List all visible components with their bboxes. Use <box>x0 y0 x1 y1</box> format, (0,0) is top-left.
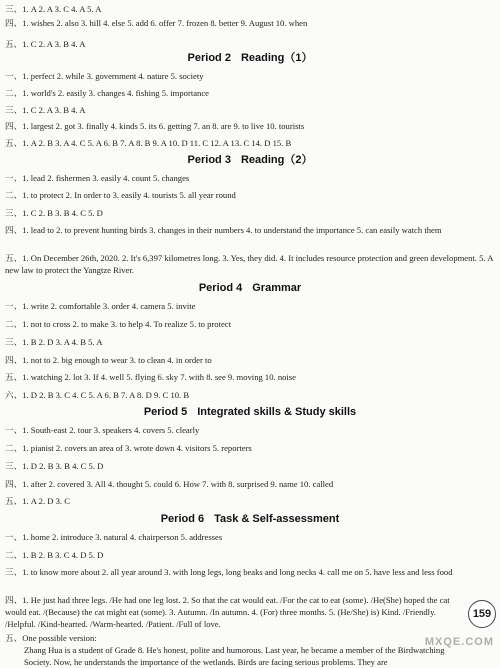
period-label: Period 5 <box>143 406 188 418</box>
section-title: Reading（1） <box>240 52 313 64</box>
answer-line: 三、1. C 2. A 3. B 4. A <box>5 105 86 115</box>
section-heading <box>0 51 500 65</box>
answer-line: 二、1. world's 2. easily 3. changes 4. fishing 5. importance <box>5 88 209 98</box>
answer-line: 二、1. B 2. B 3. C 4. D 5. D <box>5 550 104 560</box>
answer-line: 四、1. not to 2. big enough to wear 3. to clean 4. in order to <box>5 355 212 365</box>
answer-line: 一、1. lead 2. fishermen 3. easily 4. count 5. changes <box>5 173 190 183</box>
answer-line: 四、1. He just had three legs. /He had one leg lost. 2. So that the cat would eat. /For the cat to eat (some). /He(She) hoped the cat would eat. /(Because) the cat might eat (some). 3. Autumn. /In autumn. 4. (For) three months. 5. (He/She) is) Kind. /Friendly. /Helpful. /Kind-hearted. /Warm-hearted. /Patient. /Full of love. <box>5 595 450 629</box>
answer-line: 一、1. write 2. comfortable 3. order 4. camera 5. invite <box>5 301 196 311</box>
period-label: Period 6 <box>160 513 205 525</box>
page-number: 159 <box>468 600 496 628</box>
section-title: Integrated skills & Study skills <box>197 406 357 418</box>
answer-line: 二、1. to protect 2. In order to 3. easily 4. tourists 5. all year round <box>5 190 236 200</box>
answer-line: 四、1. wishes 2. also 3. hill 4. else 5. add 6. offer 7. frozen 8. better 9. August 10. when <box>5 18 308 28</box>
sample-essay: Zhang Hua is a student of Grade 8. He's honest, polite and humorous. Last year, he became a member of the Birdwatching Society. Now, he understands the importance of the wetlands. Birds are facing serious problems. They are <box>24 645 445 667</box>
answer-line: 五、1. A 2. D 3. C <box>5 496 70 506</box>
answer-line: 六、1. D 2. B 3. C 4. C 5. A 6. B 7. A 8. D 9. C 10. B <box>5 390 190 400</box>
answer-line: 五、1. A 2. B 3. A 4. C 5. A 6. B 7. A 8. B 9. A 10. D 11. C 12. A 13. C 14. D 15. B <box>5 138 292 148</box>
answer-line: 二、1. pianist 2. covers an area of 3. wrote down 4. visitors 5. reporters <box>5 443 252 453</box>
period-label: Period 2 <box>187 52 231 64</box>
section-heading <box>0 512 500 526</box>
answer-line: 三、1. to know more about 2. all year around 3. with long legs, long beaks and long necks 4. call me on 5. have less and less food <box>5 567 453 577</box>
answer-line: 三、1. B 2. D 3. A 4. B 5. A <box>5 337 103 347</box>
section-heading <box>0 405 500 419</box>
answer-line: 一、1. perfect 2. while 3. government 4. nature 5. society <box>5 71 204 81</box>
answer-line: 一、1. South-east 2. tour 3. speakers 4. covers 5. clearly <box>5 425 200 435</box>
answer-line: 三、1. D 2. B 3. B 4. C 5. D <box>5 461 104 471</box>
period-label: Period 4 <box>198 282 243 294</box>
answer-line: 四、1. lead to 2. to prevent hunting birds 3. changes in their numbers 4. to understand the importance 5. can easily watch them <box>5 225 442 235</box>
section-title: Grammar <box>252 282 302 294</box>
answer-line: 四、1. largest 2. got 3. finally 4. kinds 5. its 6. getting 7. an 8. are 9. to live 10. tourists <box>5 121 305 131</box>
answer-line: 二、1. not to cross 2. to make 3. to help 4. To realize 5. to protect <box>5 319 231 329</box>
answer-line: 三、1. C 2. B 3. B 4. C 5. D <box>5 208 103 218</box>
answer-line: 五、1. C 2. A 3. B 4. A <box>5 39 86 49</box>
section-heading <box>0 153 500 167</box>
answer-line: 四、1. after 2. covered 3. All 4. thought 5. could 6. How 7. with 8. surprised 9. name 10. called <box>5 479 334 489</box>
section-heading <box>0 281 500 295</box>
answer-line: 三、1. A 2. A 3. C 4. A 5. A <box>5 4 102 14</box>
section-title: Reading（2） <box>240 154 313 166</box>
answer-line: 五、1. watching 2. lot 3. If 4. well 5. flying 6. sky 7. with 8. see 9. moving 10. noise <box>5 372 296 382</box>
section-title: Task & Self-assessment <box>214 513 340 525</box>
watermark: MXQE.COM <box>424 636 494 648</box>
answer-line: 五、1. On December 26th, 2020. 2. It's 6,397 kilometres long. 3. Yes, they did. 4. It includes resource protection and green development. 5. A new law to protect the Yangtze River. <box>5 253 493 275</box>
answer-line: 五、One possible version: <box>5 633 97 643</box>
period-label: Period 3 <box>187 154 231 166</box>
answer-line: 一、1. home 2. introduce 3. natural 4. chairperson 5. addresses <box>5 532 223 542</box>
